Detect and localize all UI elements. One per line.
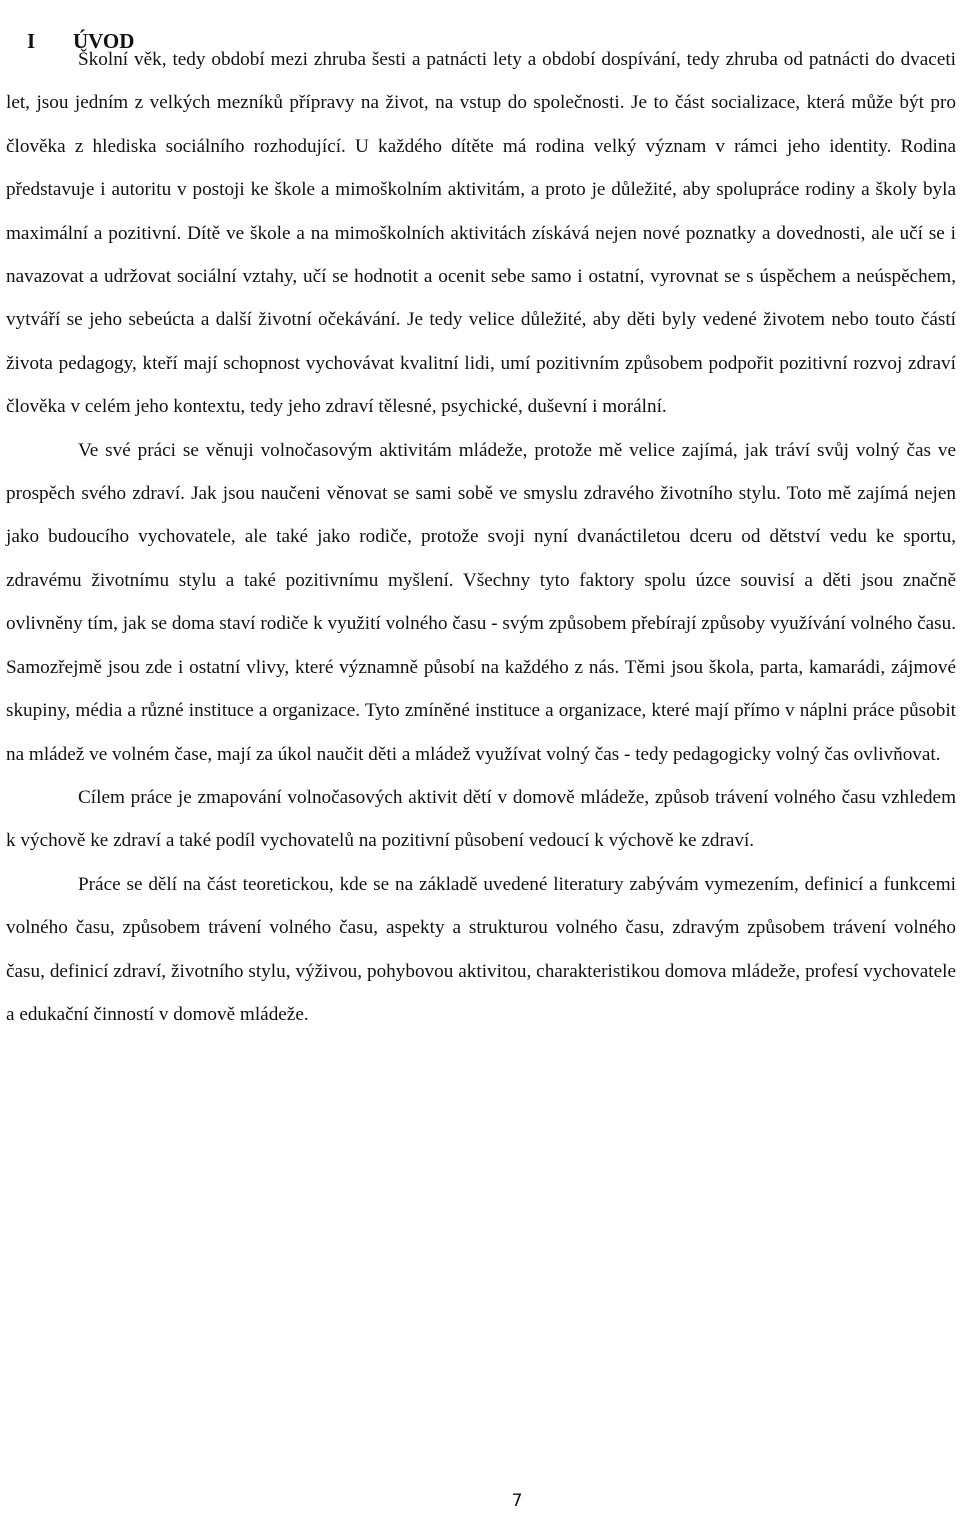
chapter-number: I (27, 29, 36, 53)
chapter-body (6, 38, 956, 1036)
paragraph-structure: Práce se dělí na část teoretickou, kde se na základě uvedené literatury zabývám vymezením, definicí a funkcemi volného času, způsobem trávení volného času, aspekty a strukturou volného času, zdravým způsobem trávení volného času, definicí zdraví, životního stylu, výživou, pohybovou aktivitou, charakteristikou domova mládeže, profesí vychovatele a edukační činností v domově mládeže. (6, 873, 956, 1025)
paragraph-motivation: Ve své práci se věnuji volnočasovým aktivitám mládeže, protože mě velice zajímá, jak tráví svůj volný čas ve prospěch svého zdraví. Jak jsou naučeni věnovat se sami sobě ve smyslu zdravého životního stylu. Toto mě zajímá nejen jako budoucího vychovatele, ale také jako rodiče, protože svoji nyní dvanáctiletou dceru od dětství vedu ke sportu, zdravému životnímu stylu a také pozitivnímu myšlení. Všechny tyto faktory spolu úzce souvisí a děti jsou značně ovlivněny tím, jak se doma staví rodiče k využití volného času - svým způsobem přebírají způsoby využívání volného času. Samozřejmě jsou zde i ostatní vlivy, které významně působí na každého z nás. Těmi jsou škola, parta, kamarádi, zájmové skupiny, média a různé instituce a organizace. Tyto zmíněné instituce a organizace, které mají přímo v náplni práce působit na mládež ve volném čase, mají za úkol naučit děti a mládež využívat volný čas - tedy pedagogicky volný čas ovlivňovat. (6, 439, 956, 765)
paragraph-introduction: Školní věk, tedy období mezi zhruba šesti a patnácti lety a období dospívání, tedy zhruba od patnácti do dvaceti let, jsou jedním z velkých mezníků přípravy na život, na vstup do společnosti. Je to část socializace, která může být pro člověka z hlediska sociálního rozhodující. U každého dítěte má rodina velký význam v rámci jeho identity. Rodina představuje i autoritu v postoji ke škole a mimoškolním aktivitám, a proto je důležité, aby spolupráce rodiny a školy byla maximální a pozitivní. Dítě ve škole a na mimoškolních aktivitách získává nejen nové poznatky a dovednosti, ale učí se i navazovat a udržovat sociální vztahy, učí se hodnotit a ocenit sebe samo i ostatní, vyrovnat se s úspěchem a neúspěchem, vytváří se jeho sebeúcta a další životní očekávání. Je tedy velice důležité, aby děti byly vedené životem nebo touto částí života pedagogy, kteří mají schopnost vychovávat kvalitní lidi, umí pozitivním způsobem podpořit pozitivní rozvoj zdraví člověka v celém jeho kontextu, tedy jeho zdraví tělesné, psychické, duševní i morální. (6, 49, 956, 418)
paragraph-goal: Cílem práce je zmapování volnočasových aktivit dětí v domově mládeže, způsob trávení volného času vzhledem k výchově ke zdraví a také podíl vychovatelů na pozitivní působení vedoucí k výchově ke zdraví. (6, 786, 956, 852)
page-number: 7 (511, 1491, 523, 1511)
chapter-title: ÚVOD (73, 29, 135, 53)
